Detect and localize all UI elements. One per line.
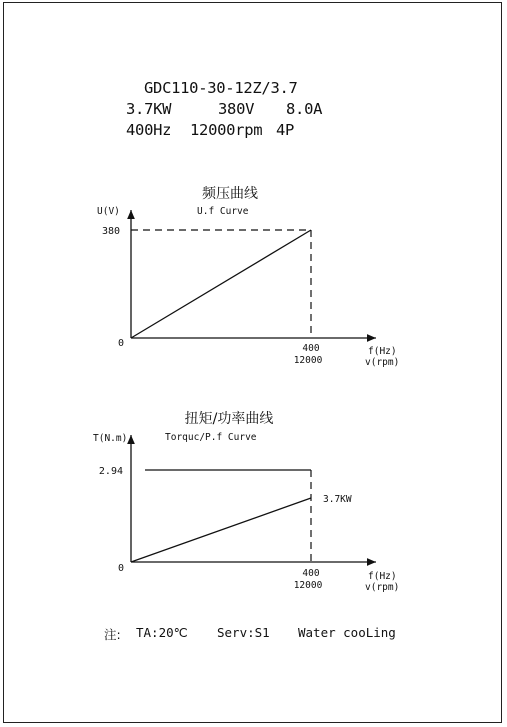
uf-chart — [97, 185, 399, 368]
tp-y-axis-label: T(N.m) — [93, 433, 128, 444]
uf-y-tick-label: 380 — [101, 226, 120, 237]
tp-chart-title: 扭矩/功率曲线 — [184, 411, 274, 427]
tp-x-tick-label: 400 — [302, 568, 320, 579]
tp-chart-subtitle: Torquc/P.f Curve — [165, 432, 257, 443]
uf-origin-label: 0 — [117, 338, 124, 349]
current-rating: 8.0A — [286, 100, 323, 118]
uf-chart-title: 频压曲线 — [202, 186, 258, 202]
uf-chart-subtitle: U.f Curve — [197, 206, 249, 217]
uf-x-axis-label: f(Hz) — [368, 346, 397, 357]
tp-y-tick-label: 2.94 — [98, 466, 123, 477]
note-cooling: Water cooLing — [298, 625, 396, 640]
note-ambient-temp: TA:20℃ — [136, 625, 188, 640]
uf-x-tick-label: 400 — [302, 343, 320, 354]
frequency-rating: 400Hz — [126, 121, 172, 139]
footnote — [104, 625, 396, 700]
speed-rating: 12000rpm — [190, 121, 263, 139]
uf-series-line — [131, 230, 311, 338]
power-series-line — [131, 498, 311, 562]
uf-y-axis-label: U(V) — [97, 206, 120, 217]
tp-x-axis-label: f(Hz) — [368, 571, 397, 582]
tp-x-axis-label-rpm: v(rpm) — [365, 582, 400, 593]
voltage-rating: 380V — [218, 100, 255, 118]
pole-count: 4P — [276, 121, 295, 139]
tp-x-tick-label-rpm: 12000 — [293, 580, 323, 591]
model-number: GDC110-30-12Z/3.7 — [144, 79, 298, 97]
note-prefix: 注: — [104, 627, 121, 642]
power-rating: 3.7KW — [126, 100, 172, 118]
note-duty-type: Serv:S1 — [217, 625, 270, 640]
tp-origin-label: 0 — [117, 563, 124, 574]
torque-power-chart — [93, 410, 399, 593]
uf-x-tick-label-rpm: 12000 — [293, 355, 323, 366]
uf-x-axis-label-rpm: v(rpm) — [365, 357, 400, 368]
power-label: 3.7KW — [323, 494, 352, 505]
